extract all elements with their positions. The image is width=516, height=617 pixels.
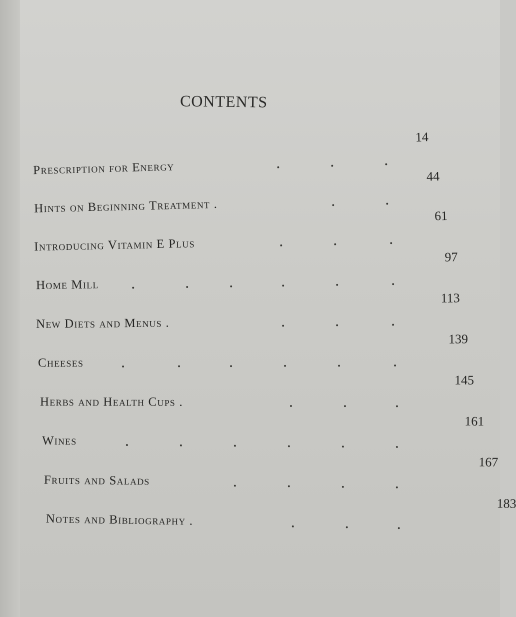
toc-entry [45, 495, 516, 534]
toc-entry-title: Hints on Beginning Treatment . [33, 196, 218, 216]
contents-heading: CONTENTS [179, 93, 268, 112]
toc-entry [41, 413, 485, 451]
toc-entry-page: 183 [496, 495, 516, 511]
toc-entry-title: Introducing Vitamin E Plus [33, 236, 196, 254]
toc-entry [37, 331, 478, 371]
toc-leader-dots [42, 439, 482, 448]
toc-leader-dots [38, 360, 478, 368]
toc-entry-title: Wines [41, 433, 77, 448]
toc-leader-dots [36, 278, 476, 290]
toc-entry-page: 14 [415, 129, 429, 145]
toc-entry-title: Herbs and Health Cups . [39, 394, 184, 409]
toc-leader-dots [46, 518, 486, 531]
toc-entry [35, 249, 476, 293]
toc-entry [33, 129, 473, 178]
toc-entry [35, 290, 476, 332]
toc-entry-page: 161 [464, 413, 485, 429]
toc-entry-page: 97 [444, 249, 458, 265]
toc-entry-page: 139 [448, 331, 468, 347]
toc-entry-page: 61 [434, 207, 448, 224]
toc-entry [39, 372, 480, 411]
toc-entry-title: New Diets and Menus . [35, 315, 170, 331]
toc-entry-page: 44 [426, 168, 440, 184]
toc-entry-page: 113 [440, 290, 460, 306]
toc-entry-title: Notes and Bibliography . [45, 511, 194, 528]
toc-entry-page: 167 [478, 454, 499, 470]
toc-entry-title: Prescription for Energy [33, 159, 175, 178]
toc-leader-dots [40, 401, 480, 408]
toc-entry-title: Home Mill [35, 277, 99, 293]
toc-entry-title: Cheeses [37, 355, 84, 370]
toc-entry-page: 145 [454, 372, 475, 388]
toc-entry [33, 207, 474, 254]
toc-entry [43, 454, 499, 493]
toc-entry-title: Fruits and Salads [43, 472, 150, 488]
